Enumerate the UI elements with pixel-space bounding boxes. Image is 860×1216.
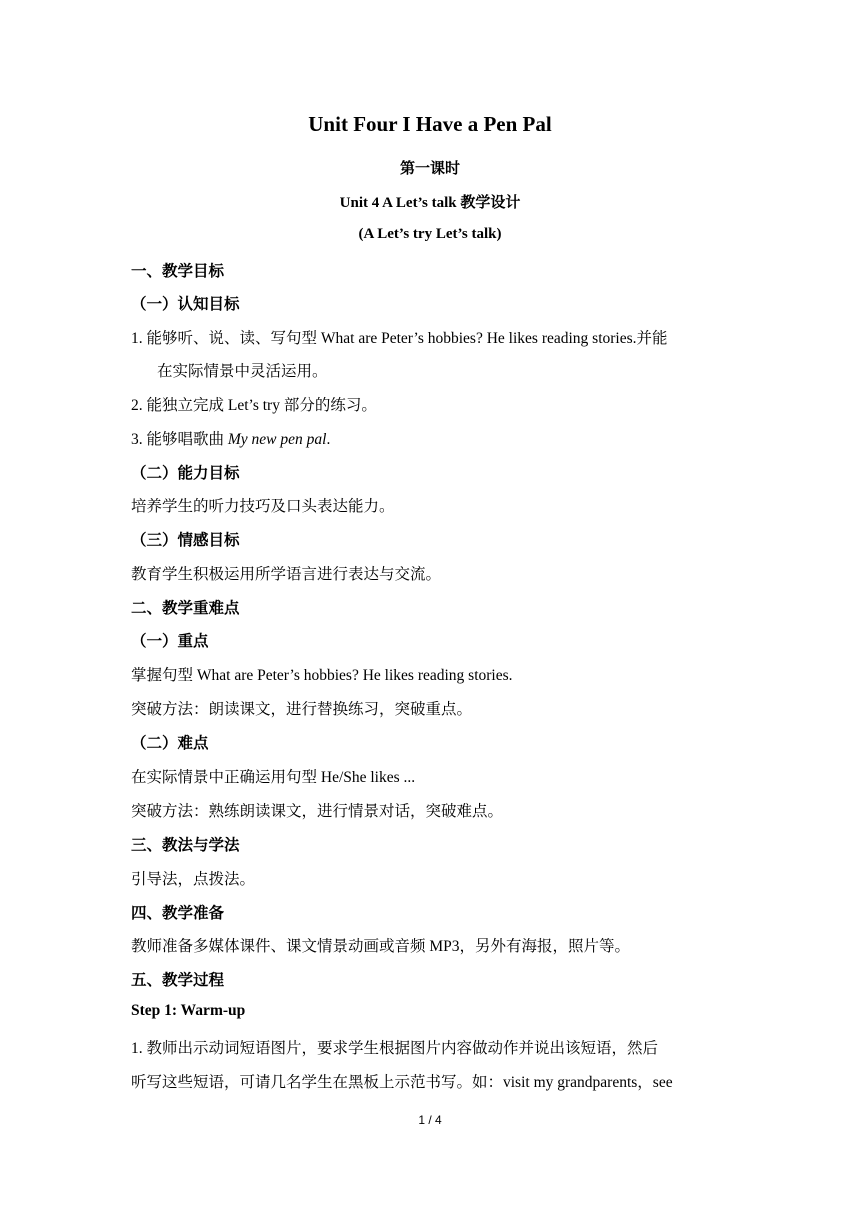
subheading-emotion: （三）情感目标 [131, 532, 240, 549]
focus-method: 突破方法：朗读课文，进行替换练习，突破重点。 [131, 701, 473, 718]
page-number: 1 / 4 [418, 1113, 442, 1127]
objective-1-line-2: 在实际情景中灵活运用。 [157, 363, 328, 380]
subheading-cognitive: （一）认知目标 [131, 296, 240, 313]
design-title: Unit 4 A Let’s talk 教学设计 [339, 195, 521, 211]
song-title: My new pen pal [227, 431, 327, 448]
objective-2: 2. 能独立完成 Let’s try 部分的练习。 [131, 397, 377, 414]
objective-3-text: 3. 能够唱歌曲 [131, 431, 228, 448]
step-1-paragraph-line-2: 听写这些短语，可请几名学生在黑板上示范书写。如：visit my grandparents，see [131, 1074, 673, 1091]
section-heading-process: 五、教学过程 [131, 972, 225, 989]
emotion-text: 教育学生积极运用所学语言进行表达与交流。 [131, 566, 442, 583]
subheading-difficulty: （二）难点 [131, 735, 209, 752]
focus-text: 掌握句型 What are Peter’s hobbies? He likes reading stories. [131, 667, 513, 684]
objective-3-period: . [326, 431, 331, 448]
section-heading-preparation: 四、教学准备 [131, 905, 225, 922]
section-heading-key-points: 二、教学重难点 [131, 600, 240, 617]
section-heading-objectives: 一、教学目标 [131, 263, 225, 280]
difficulty-method: 突破方法：熟练朗读课文，进行情景对话，突破难点。 [131, 803, 504, 820]
lesson-label: 第一课时 [399, 161, 460, 177]
document-title: Unit Four I Have a Pen Pal [308, 112, 552, 136]
step-1-heading: Step 1: Warm-up [131, 1002, 246, 1019]
preparation-text: 教师准备多媒体课件、课文情景动画或音频 MP3，另外有海报，照片等。 [131, 938, 631, 955]
part-label: (A Let’s try Let’s talk) [358, 226, 502, 242]
section-heading-methods: 三、教法与学法 [131, 837, 240, 854]
objective-3 [131, 427, 330, 449]
difficulty-text: 在实际情景中正确运用句型 He/She likes ... [131, 769, 416, 786]
subheading-focus: （一）重点 [131, 633, 209, 650]
step-1-paragraph-line-1: 1. 教师出示动词短语图片，要求学生根据图片内容做动作并说出该短语，然后 [131, 1040, 659, 1057]
subheading-ability: （二）能力目标 [131, 465, 240, 482]
methods-text: 引导法，点拨法。 [131, 871, 256, 888]
ability-text: 培养学生的听力技巧及口头表达能力。 [131, 498, 395, 515]
objective-1-line-1: 1. 能够听、说、读、写句型 What are Peter’s hobbies? He likes reading stories.并能 [131, 330, 668, 347]
